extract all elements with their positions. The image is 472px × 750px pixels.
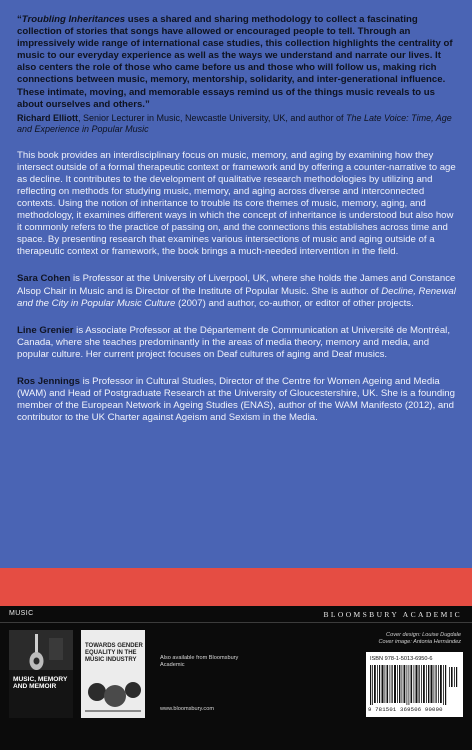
bio-text: is Associate Professor at the Département de Communication at Université de Montréal, Canada, where she teaches predominantly in the areas of media theory, memory and media, and popular culture. Her current project focuses on Deaf cultures of aging and Deaf musics. bbox=[17, 324, 450, 360]
cover-credits bbox=[378, 632, 461, 647]
editor-name: Ros Jennings bbox=[17, 375, 80, 387]
endorser-name: Richard Elliott bbox=[17, 112, 79, 123]
endorser-role: , Senior Lecturer in Music, Newcastle University, UK, and author of bbox=[78, 112, 346, 123]
editor-name: Sara Cohen bbox=[17, 273, 71, 285]
editor-name: Line Grenier bbox=[17, 324, 74, 336]
footer-divider bbox=[0, 622, 472, 623]
cover-image-credit: Cover image: Antonia Hernández bbox=[378, 639, 461, 646]
publisher-logo-text: BLOOMSBURY ACADEMIC bbox=[323, 610, 462, 619]
related-book-cover bbox=[81, 630, 145, 718]
publisher-url: www.bloomsbury.com bbox=[160, 706, 214, 712]
bio-italic-title: Decline, Renewal and the City in Popular Music Culture bbox=[17, 285, 456, 309]
isbn-digits: 9 781501 369506 bbox=[368, 706, 422, 713]
editor-bio bbox=[17, 273, 457, 309]
bio-text: is Professor in Cultural Studies, Director of the Centre for Women Ageing and Media (WAM) and Head of Postgraduate Research at the University of Gloucestershire, UK. She is a founding member of the European Network in Ageing Studies (ENAS), author of the WAM Manifesto (2012), and contributor to the UK Charter against Ageism and Sexism in the Media. bbox=[17, 375, 455, 424]
category-label: MUSIC bbox=[9, 610, 34, 617]
guitar-photo-image bbox=[9, 630, 73, 718]
quote-text: uses a shared and sharing methodology to collect a fascinating collection of stories that songs have allowed or encouraged people to tell. Through an impressively wide range of international case studies, this collection highlights the centrality of music to our everyday experience as well as the ways we understand and narrate our lives. It also centers the role of those who came before us and those who will follow us, making rich connections between music, memory, mentorship, solidarity, and inter-generational influence. These intimate, moving, and memorable essays remind us of the things music reveals to us about ourselves and others. bbox=[17, 14, 453, 110]
related-book-cover bbox=[9, 630, 73, 718]
price-code: 90000 bbox=[424, 706, 443, 713]
cover-design-credit: Cover design: Louise Dugdale bbox=[386, 632, 461, 638]
endorser-work: The Late Voice: Time, Age and Experience in Popular Music bbox=[17, 112, 452, 135]
red-band bbox=[0, 568, 472, 606]
barcode-bars-icon bbox=[370, 665, 459, 705]
related-book-title: TOWARDS GENDER EQUALITY IN THE MUSIC INDUSTRY bbox=[85, 643, 143, 663]
barcode-digits bbox=[368, 706, 461, 713]
editor-bio bbox=[17, 325, 457, 361]
also-available-note: Also available from Bloomsbury Academic bbox=[160, 655, 239, 668]
editor-bio bbox=[17, 376, 457, 424]
endorsement-quote bbox=[17, 14, 457, 111]
quote-attribution bbox=[17, 113, 457, 136]
book-description: This book provides an interdisciplinary focus on music, memory, and aging by examining how they intersect outside of a formal therapeutic context or framework and by offering a counter-narrative to age as decline. It contributes to the development of qualitative research methodologies by utilizing and reflecting on methods for studying music, memory, and aging across diverse and interconnected contexts. Using the notion of inheritance to trouble its core themes of music, memory, aging, and methodology, it examines different ways in which the concept of inheritance is understood but also how it commonly refers to the practice of passing on, and the connections this establishes across time and space. By presenting research that examines various intersections of music and aging outside of a therapeutic context or framework, the book brings a much-needed intervention in the field. bbox=[17, 149, 456, 258]
open-quote-mark: “ bbox=[17, 14, 22, 25]
bio-text: is Professor at the University of Liverpool, UK, where she holds the James and Constance Alsop Chair in Music and is Director of the Institute of Popular Music. She is author of bbox=[17, 273, 456, 297]
bio-text-end: (2007) and author, co-author, or editor of other projects. bbox=[175, 297, 414, 309]
related-book-title: MUSIC, MEMORY AND MEMOIR bbox=[13, 676, 68, 691]
isbn-label: ISBN 978-1-5013-6950-6 bbox=[370, 656, 433, 662]
barcode bbox=[366, 652, 463, 717]
back-cover-text bbox=[17, 14, 457, 424]
quoted-book-title: Troubling Inheritances bbox=[21, 14, 126, 25]
close-quote-mark: ” bbox=[144, 98, 150, 110]
